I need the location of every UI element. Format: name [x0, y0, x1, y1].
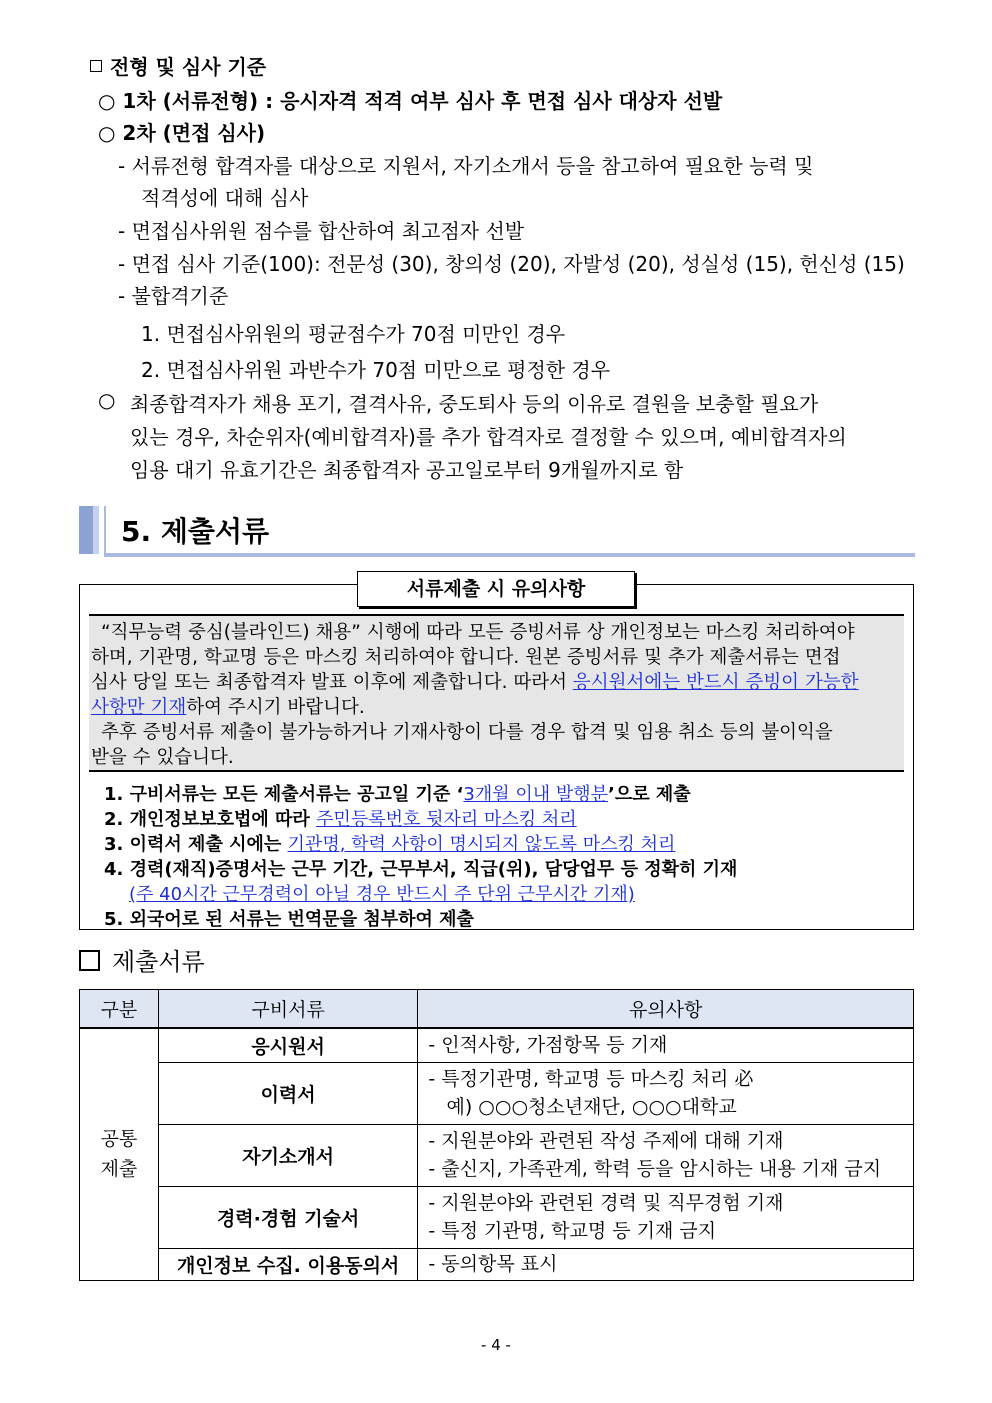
- header-notes: 유의사항: [418, 990, 914, 1029]
- table-row: [80, 1186, 914, 1248]
- circle-bullet-icon: ○: [98, 388, 116, 412]
- section-title: 5. 제출서류: [121, 515, 270, 548]
- criteria-last-bullet: [98, 388, 115, 412]
- group-cell: [80, 1028, 159, 1280]
- notice-highlight-panel: [89, 614, 904, 772]
- table-row: [80, 1062, 914, 1124]
- notice-title: 서류제출 시 유의사항: [357, 571, 635, 607]
- page-number: - 4 -: [481, 1336, 511, 1354]
- notice-p1-line-4: 사항만 기재하여 주시기 바랍니다.: [91, 697, 365, 718]
- criteria-last-line-2: 있는 경우, 차순위자(예비합격자)를 추가 합격자로 결정할 수 있으며, 예비합격자의: [130, 425, 847, 449]
- section-accent-bar: [79, 506, 93, 554]
- docs-table: [79, 989, 914, 1281]
- doc-name: 개인정보 수집. 이용동의서: [158, 1248, 418, 1280]
- criteria-detail-3: - 면접 심사 기준(100): 전문성 (30), 창의성 (20), 자발성 (20), 성실성 (15), 헌신성 (15): [118, 252, 905, 276]
- doc-notes: - 특정기관명, 학교명 등 마스킹 처리 必 예) ○○○청소년재단, ○○○대학교: [418, 1062, 914, 1124]
- table-row: [80, 1248, 914, 1280]
- criteria-second: ○ 2차 (면접 심사): [98, 121, 266, 145]
- section-divider-vertical: [104, 506, 106, 555]
- notice-item-5: 5. 외국어로 된 서류는 번역문을 첨부하여 제출: [104, 909, 474, 930]
- notice-p1-line-1: “직무능력 중심(블라인드) 채용” 시행에 따라 모든 증빙서류 상 개인정보는 마스킹 처리하여야: [101, 622, 855, 643]
- criteria-detail-4: - 불합격기준: [118, 284, 229, 308]
- notice-item-4: 4. 경력(재직)증명서는 근무 기간, 근무부서, 직급(위), 담당업무 등 정확히 기재: [104, 859, 738, 880]
- notice-item-4-note: (주 40시간 근무경력이 아닐 경우 반드시 주 단위 근무시간 기재): [129, 884, 635, 905]
- notice-item-2: 2. 개인정보보호법에 따라 주민등록번호 뒷자리 마스킹 처리: [104, 809, 577, 830]
- table-row: [80, 1028, 914, 1062]
- criteria-detail-2: - 면접심사위원 점수를 합산하여 최고점자 선발: [118, 219, 525, 243]
- criteria-last-line-3: 임용 대기 유효기간은 최종합격자 공고일로부터 9개월까지로 함: [130, 458, 684, 482]
- fail-criterion-1: 1. 면접심사위원의 평균점수가 70점 미만인 경우: [141, 322, 566, 346]
- criteria-first: ○ 1차 (서류전형) : 응시자격 적격 여부 심사 후 면접 심사 대상자 선발: [98, 89, 723, 113]
- section-accent-bar-light: [93, 506, 99, 554]
- criteria-heading: 전형 및 심사 기준: [90, 51, 266, 80]
- doc-notes: - 지원분야와 관련된 경력 및 직무경험 기재 - 특정 기관명, 학교명 등 기재 금지: [418, 1186, 914, 1248]
- docs-heading: 제출서류: [79, 942, 205, 977]
- notice-item-1: 1. 구비서류는 모든 제출서류는 공고일 기준 ‘3개월 이내 발행분’으로 제출: [104, 784, 691, 805]
- notice-p2-line-2: 받을 수 있습니다.: [91, 747, 234, 768]
- notice-p1-line-2: 하며, 기관명, 학교명 등은 마스킹 처리하여야 합니다. 원본 증빙서류 및 추가 제출서류는 면접: [91, 647, 841, 668]
- notice-p2-line-1: 추후 증빙서류 제출이 불가능하거나 기재사항이 다를 경우 합격 및 임용 취소 등의 불이익을: [101, 722, 833, 743]
- doc-notes: - 인적사항, 가점항목 등 기재: [418, 1028, 914, 1062]
- checkbox-square-icon: [79, 950, 100, 971]
- criteria-detail-1-cont: 적격성에 대해 심사: [141, 186, 309, 210]
- table-header-row: [80, 990, 914, 1029]
- header-category: 구분: [80, 990, 159, 1029]
- table-row: [80, 1124, 914, 1186]
- notice-item-3: 3. 이력서 제출 시에는 기관명, 학력 사항이 명시되지 않도록 마스킹 처리: [104, 834, 676, 855]
- checkbox-square-icon: [90, 60, 102, 72]
- doc-name: 경력·경험 기술서: [158, 1186, 418, 1248]
- criteria-last-line-1: 최종합격자가 채용 포기, 결격사유, 중도퇴사 등의 이유로 결원을 보충할 필요가: [130, 392, 819, 416]
- section-underline: [104, 553, 915, 557]
- doc-notes: - 동의항목 표시: [418, 1248, 914, 1280]
- doc-name: 응시원서: [158, 1028, 418, 1062]
- circle-bullet-icon: ○: [98, 89, 116, 113]
- criteria-detail-1: - 서류전형 합격자를 대상으로 지원서, 자기소개서 등을 참고하여 필요한 능력 및: [118, 154, 814, 178]
- notice-p1-line-3: 심사 당일 또는 최종합격자 발표 이후에 제출합니다. 따라서 응시원서에는 반드시 증빙이 가능한: [91, 672, 859, 693]
- group-label-line-2: 제출: [100, 1158, 138, 1181]
- doc-notes: - 지원분야와 관련된 작성 주제에 대해 기재 - 출신지, 가족관계, 학력 등을 암시하는 내용 기재 금지: [418, 1124, 914, 1186]
- fail-criterion-2: 2. 면접심사위원 과반수가 70점 미만으로 평정한 경우: [141, 358, 611, 382]
- group-label-line-1: 공통: [100, 1128, 138, 1151]
- header-document: 구비서류: [158, 990, 418, 1029]
- circle-bullet-icon: ○: [98, 121, 116, 145]
- doc-name: 이력서: [158, 1062, 418, 1124]
- doc-name: 자기소개서: [158, 1124, 418, 1186]
